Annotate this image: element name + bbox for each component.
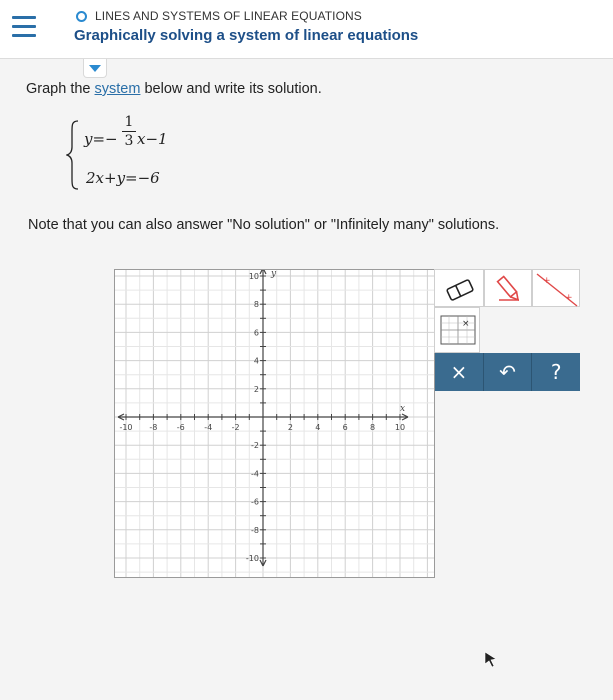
y-tick-label: -6 — [251, 497, 259, 507]
equation-system — [64, 113, 224, 193]
menu-icon[interactable] — [12, 16, 36, 38]
eraser-icon — [435, 270, 485, 308]
equation-2: 2x+y=−6 — [86, 169, 160, 187]
y-tick-label: 10 — [248, 272, 259, 281]
coordinate-plane[interactable] — [115, 270, 434, 577]
svg-text:×: × — [462, 319, 470, 329]
x-tick-label: -8 — [149, 423, 158, 432]
x-tick-label: 6 — [342, 423, 348, 432]
prompt-text-after: below and write its solution. — [140, 81, 322, 97]
undo-button[interactable]: ↶ — [484, 353, 533, 391]
lesson-title: Graphically solving a system of linear equations — [74, 27, 419, 44]
mouse-cursor-icon — [484, 651, 498, 667]
question-prompt — [26, 81, 322, 97]
x-tick-label: -4 — [204, 423, 213, 432]
y-tick-label: 6 — [253, 328, 259, 338]
fraction-denominator: 3 — [124, 133, 134, 149]
y-tick-label: -2 — [251, 441, 259, 451]
x-tick-label: 2 — [287, 423, 293, 432]
x-tick-label: 8 — [370, 423, 376, 432]
x-tick-label: 4 — [315, 423, 321, 432]
y-tick-label: -8 — [251, 525, 259, 535]
progress-circle-icon — [76, 11, 87, 22]
y-tick-label: 8 — [253, 300, 259, 310]
no-solution-tool[interactable] — [434, 307, 480, 353]
fraction-numerator: 1 — [124, 114, 134, 130]
topic-row — [76, 9, 362, 23]
y-tick-label: -10 — [245, 554, 259, 563]
action-bar — [435, 353, 580, 391]
y-tick-label: 2 — [253, 384, 259, 394]
prompt-text-before: Graph the — [26, 81, 95, 97]
collapse-toggle[interactable] — [83, 59, 107, 78]
y-tick-label: 4 — [253, 356, 259, 366]
pencil-tool[interactable] — [484, 269, 532, 307]
equation-1-left: y=− — [84, 130, 118, 148]
svg-text:+: + — [565, 293, 573, 303]
pencil-icon — [485, 270, 533, 308]
clear-button[interactable]: × — [435, 353, 484, 391]
fraction — [122, 113, 136, 150]
line-icon — [533, 270, 581, 308]
x-tick-label: -2 — [231, 423, 240, 432]
chevron-down-icon — [89, 65, 101, 72]
grid — [115, 270, 434, 577]
eraser-tool[interactable] — [434, 269, 484, 307]
x-tick-label: 10 — [394, 423, 406, 432]
line-tool[interactable] — [532, 269, 580, 307]
no-solution-icon — [435, 308, 481, 354]
y-tick-label: -4 — [251, 469, 259, 479]
x-tick-label: -6 — [176, 423, 185, 432]
brace-icon — [66, 119, 80, 191]
system-link[interactable]: system — [94, 81, 141, 97]
svg-text:+: + — [543, 276, 551, 286]
x-tick-label: -10 — [119, 423, 133, 432]
topic-title: LINES AND SYSTEMS OF LINEAR EQUATIONS — [95, 9, 362, 23]
axes — [118, 270, 408, 566]
x-axis-label: x — [400, 404, 406, 414]
graph-area[interactable] — [114, 269, 435, 578]
header-bar — [0, 0, 613, 59]
equation-1-right: x−1 — [137, 130, 168, 148]
instructions-note: Note that you can also answer "No solution" or "Infinitely many" solutions. — [28, 217, 500, 233]
y-axis-label: y — [271, 270, 277, 279]
help-button[interactable]: ? — [550, 360, 562, 384]
